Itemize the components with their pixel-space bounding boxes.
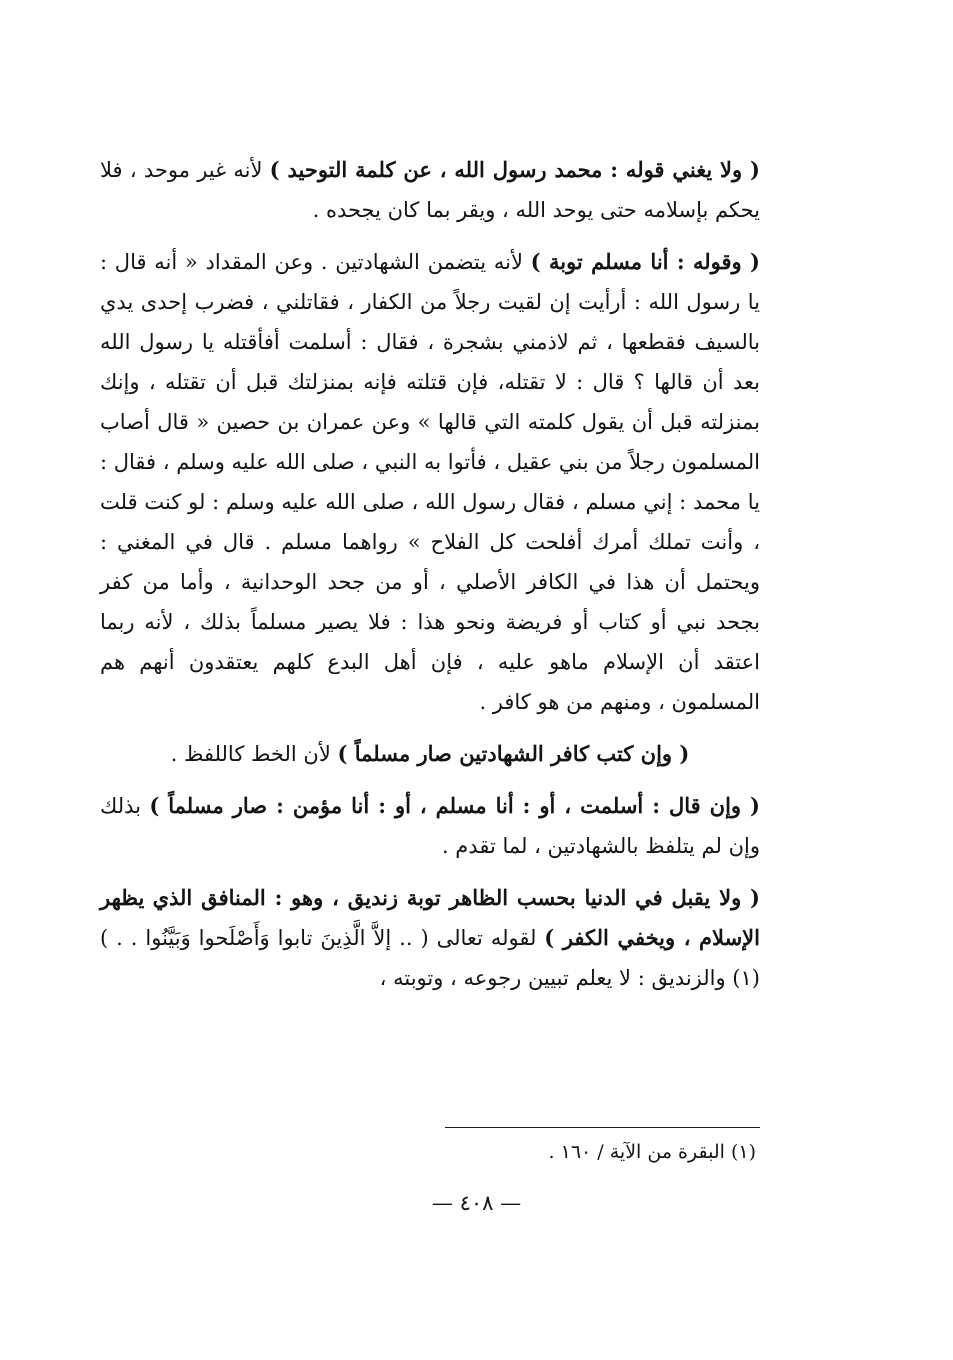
text-segment: بذلك وإن لم يتلفظ بالشهادتين ، لما تقدم . [100,794,760,858]
text-segment: صلى الله عليه وسلم ، فقال : يا محمد : إني مسلم ، فقال رسول الله ، [100,450,760,514]
paragraph-p4 [100,786,760,866]
bold-text-segment: ( ولا يغني قوله : محمد رسول الله ، عن كلمة التوحيد ) [269,157,760,182]
text-segment: لأن الخط كاللفظ . [170,742,338,766]
text-segment: فضرب إحدى يدي بالسيف فقطعها ، ثم لاذمني بشجرة ، فقال : أسلمت [100,290,760,354]
text-segment: لقوله تعالى ( .. إلاَّ الَّذِينَ تابوا [277,926,545,950]
bold-text-segment: يظهر الإسلام ، ويخفي الكفر ) [100,885,760,950]
text-segment: أفأقتله يا رسول الله بعد أن قالها ؟ قال : لا تقتله، فإن قتلته فإنه بمنزلتك [100,330,760,394]
bold-text-segment: ( وقوله : أنا مسلم توبة ) [530,249,760,274]
main-text [100,150,760,998]
text-segment: فلا يحكم بإسلامه حتى يوحد الله ، ويقر بما كان يجحده . [100,158,760,222]
text-segment: لأنه غير موحد ، [129,158,270,182]
text-segment: لأنه يتضمن الشهادتين . وعن المقداد [205,250,531,274]
paragraph-p2 [100,242,760,722]
paragraph-p1 [100,150,760,230]
text-segment: ماهو عليه ، فإن أهل البدع كلهم يعتقدون أنهم هم المسلمون ، ومنهم [100,650,760,714]
text-segment: الأصلي ، أو من جحد الوحدانية ، وأما من كفر بجحد نبي أو كتاب أو [100,570,760,634]
bold-text-segment: ( وإن كتب كافر الشهادتين صار مسلماً ) [337,741,690,766]
bold-text-segment: ( وإن قال : أسلمت ، أو : أنا مسلم ، أو : أنا مؤمن : صار مسلماً ) [149,793,760,818]
text-segment: فريضة ونحو هذا : فلا يصير مسلماً بذلك ، لأنه ربما اعتقد أن الإسلام [100,610,760,674]
text-segment: « أنه قال : يا رسول الله : أرأيت إن لقيت رجلاً من الكفار ، فقاتلني ، [100,250,760,314]
text-segment: قبل أن تقتله ، وإنك بمنزلته قبل أن يقول كلمته التي قالها » وعن عمران [100,370,760,434]
paragraph-p5 [100,878,760,998]
bold-text-segment: ( ولا يقبل في الدنيا بحسب الظاهر توبة زنديق ، وهو : المنافق الذي [152,885,760,910]
text-segment: صلى الله عليه وسلم : لو كنت قلت ، وأنت تملك أمرك أفلحت كل [100,490,760,554]
text-segment: وَأَصْلَحوا وَبَيَّنُوا . . ) (١) والزنديق : لا يعلم تبيين رجوعه ، وتوبته ، [100,926,760,990]
paragraph-p3 [100,734,760,774]
text-segment: من هو كافر . [479,690,594,714]
footnote-separator [445,1127,760,1128]
footnote: (١) البقرة من الآية / ١٦٠ . [548,1141,756,1163]
text-segment: بن حصين « قال أصاب المسلمون رجلاً من بني عقيل ، فأتوا به النبي ، [100,410,760,474]
page-number: — ٤٠٨ — [431,1191,522,1215]
text-segment: الفلاح » رواهما مسلم . قال في المغني : ويحتمل أن هذا في الكافر [100,530,760,594]
